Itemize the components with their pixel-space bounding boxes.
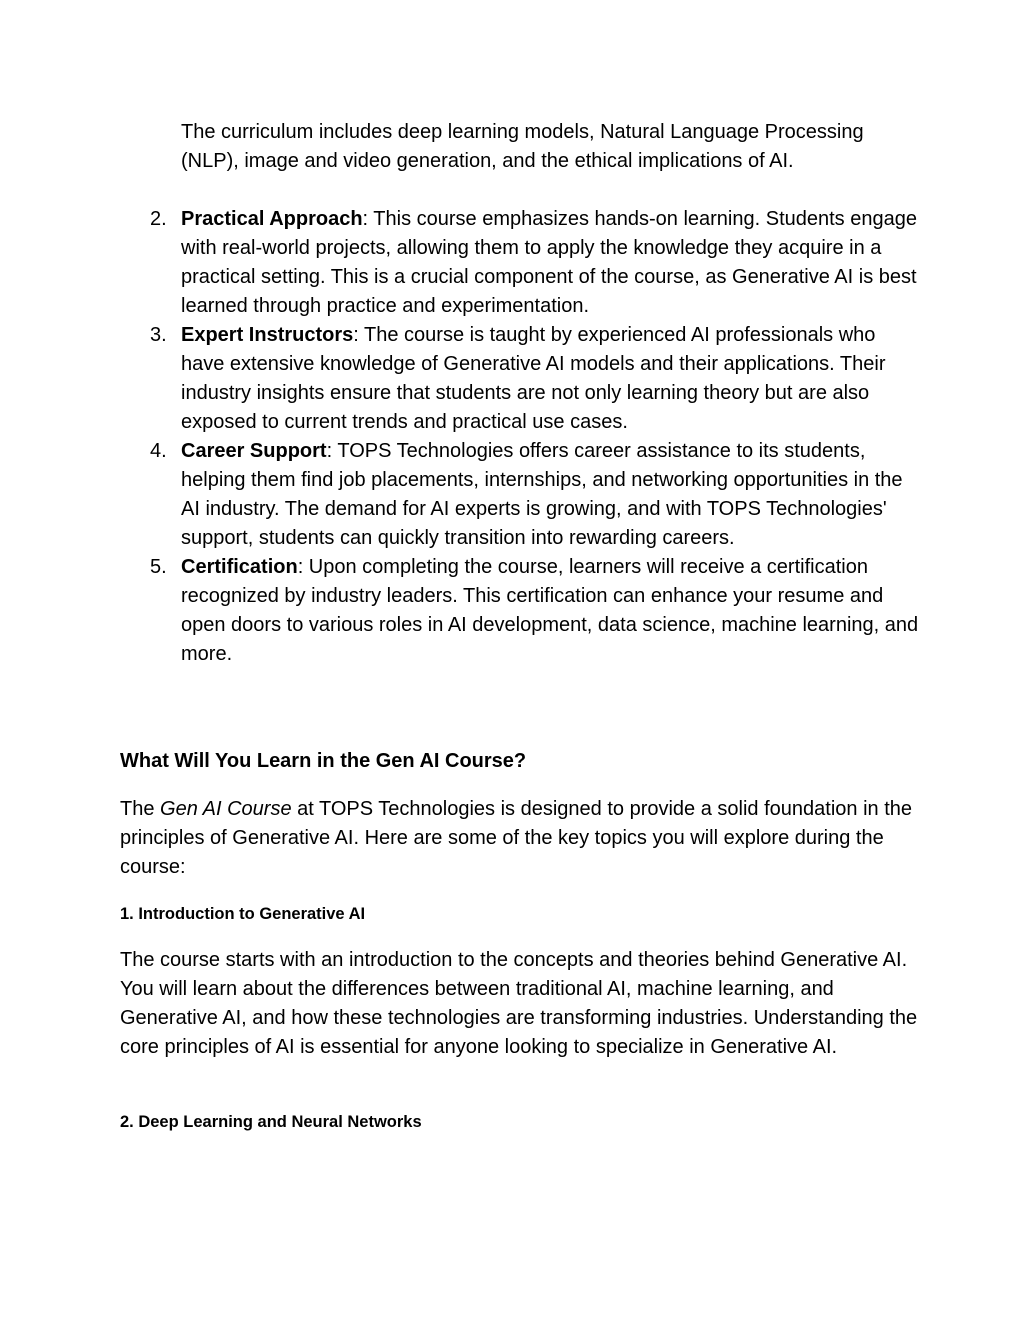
list-number: 4. xyxy=(150,440,167,462)
topic-paragraph-introduction: The course starts with an introduction to the concepts and theories behind Generative AI. You will learn about the differences between traditional AI, machine learning, and Generative AI, and how these technologies are transforming industries. Understanding the core principles of AI is essential for anyone looking to specialize in Generative AI. xyxy=(120,949,918,1058)
list-item-title: Certification xyxy=(181,556,298,578)
topic-heading-deep-learning: 2. Deep Learning and Neural Networks xyxy=(120,1113,422,1131)
list-item-certification xyxy=(120,553,921,669)
list-item-title: Expert Instructors xyxy=(181,324,354,346)
list-item-text: : The course is taught by experienced AI professionals who have extensive knowledge of Generative AI models and their applications. Their industry insights ensure that students are not only learning theory but are also exposed to current trends and practical use cases. xyxy=(181,324,886,433)
list-item-expert-instructors xyxy=(120,321,921,437)
list-item-title: Practical Approach xyxy=(181,208,363,230)
list-number: 2. xyxy=(150,208,167,230)
section-heading: What Will You Learn in the Gen AI Course? xyxy=(120,750,527,772)
topic-heading-introduction: 1. Introduction to Generative AI xyxy=(120,905,366,923)
course-name: Gen AI Course xyxy=(160,798,292,820)
list-number: 5. xyxy=(150,556,167,578)
intro-prefix: The xyxy=(120,798,161,820)
list-item-practical-approach xyxy=(120,205,921,321)
feature-list xyxy=(120,205,921,669)
list-item-text: : Upon completing the course, learners will receive a certification recognized by industry leaders. This certification can enhance your resume and open doors to various roles in AI development, data science, machine learning, and more. xyxy=(181,556,919,665)
list-item-continuation: The curriculum includes deep learning models, Natural Language Processing (NLP), image and video generation, and the ethical implications of AI. xyxy=(181,121,864,172)
list-item-text: : This course emphasizes hands-on learning. Students engage with real-world projects, allowing them to apply the knowledge they acquire in a practical setting. This is a crucial component of the course, as Generative AI is best learned through practice and experimentation. xyxy=(181,208,917,317)
intro-suffix: at TOPS Technologies is designed to provide a solid foundation in the principles of Generative AI. Here are some of the key topics you will explore during the course: xyxy=(120,798,912,878)
list-item-career-support xyxy=(120,437,921,553)
list-number: 3. xyxy=(150,324,167,346)
list-item-title: Career Support xyxy=(181,440,327,462)
intro-paragraph xyxy=(120,795,920,882)
list-item-text: : TOPS Technologies offers career assistance to its students, helping them find job placements, internships, and networking opportunities in the AI industry. The demand for AI experts is growing, and with TOPS Technologies' support, students can quickly transition into rewarding careers. xyxy=(181,440,903,549)
